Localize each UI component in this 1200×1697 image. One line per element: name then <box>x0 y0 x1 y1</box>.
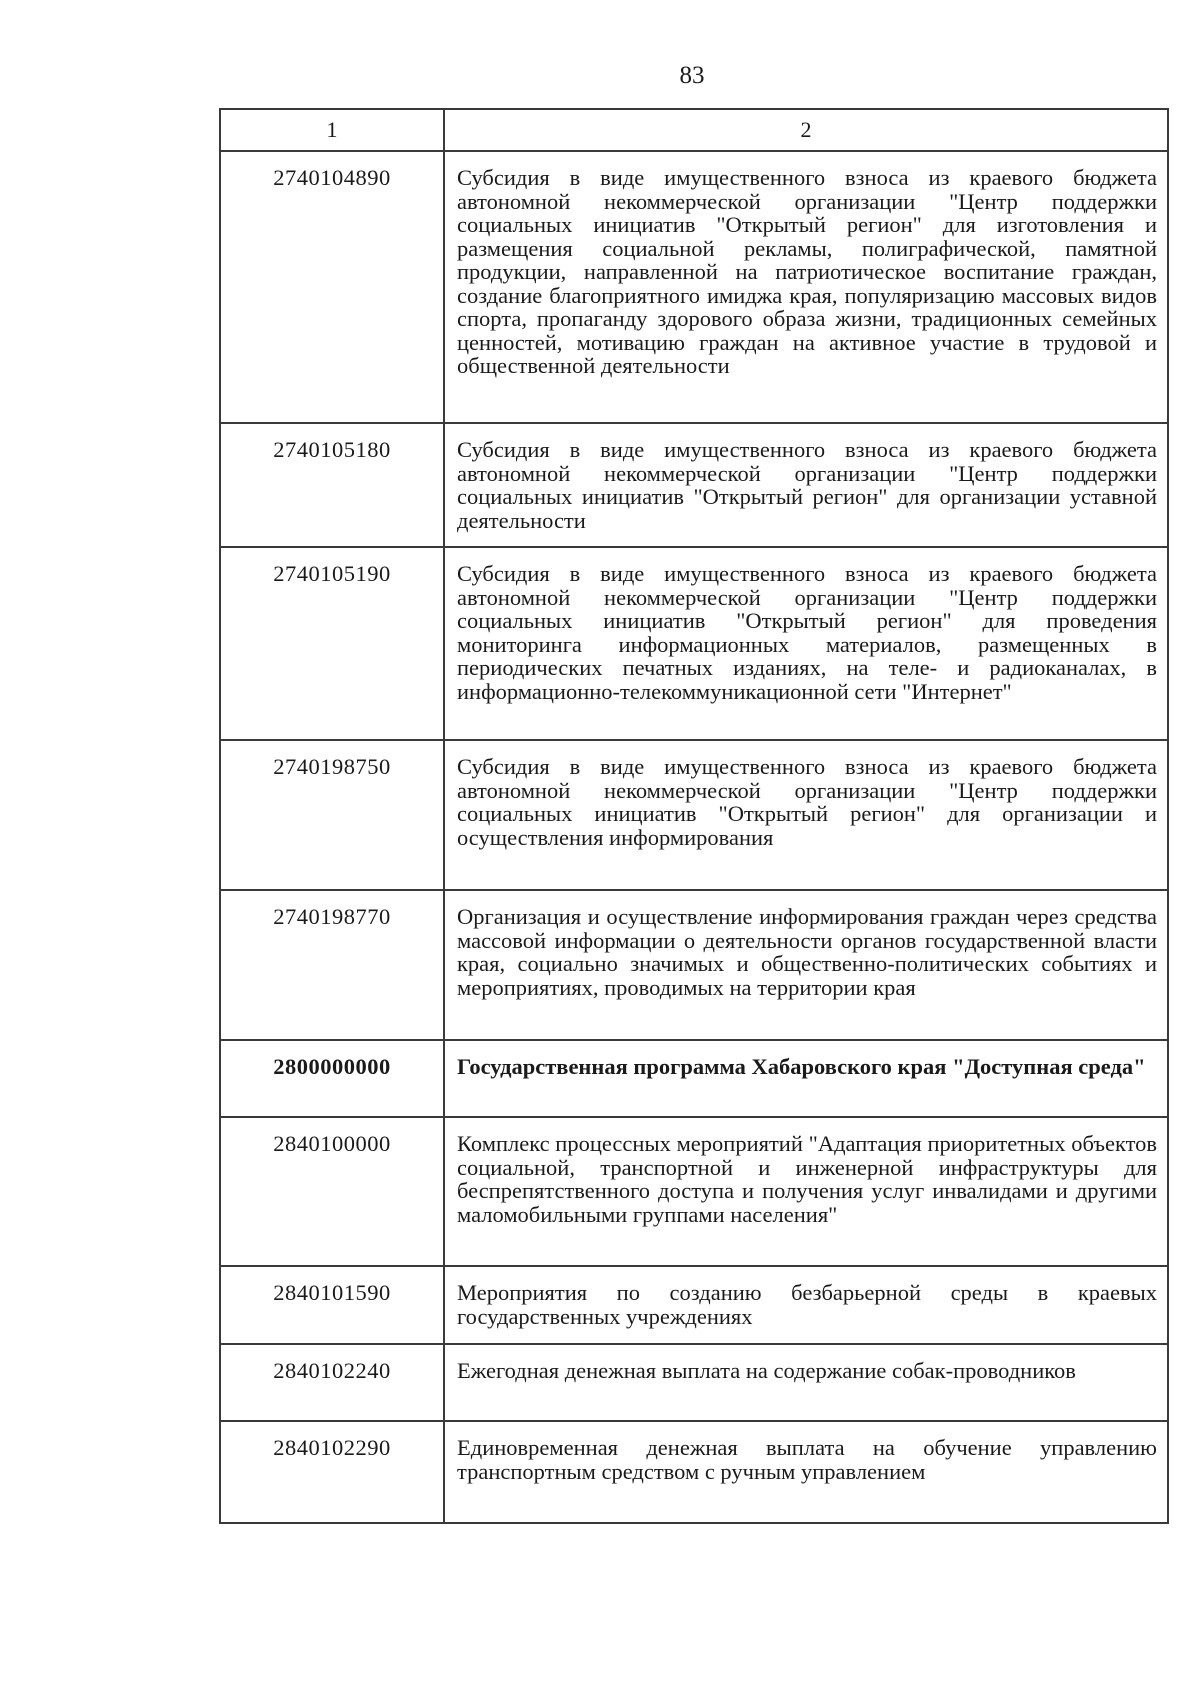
table-row <box>220 547 1168 740</box>
table-header-row <box>220 109 1168 151</box>
row-code: 2840102240 <box>220 1344 444 1421</box>
table-row <box>220 890 1168 1040</box>
row-code: 2740198770 <box>220 890 444 1040</box>
table-row-program <box>220 1040 1168 1117</box>
row-code: 2740105180 <box>220 423 444 547</box>
page-number: 83 <box>679 62 705 89</box>
row-description: Субсидия в виде имущественного взноса из краевого бюджета автономной некоммерческой организации "Центр поддержки социальных инициатив "Открытый регион" для организации и осуществления информирования <box>444 740 1168 890</box>
row-code: 2740198750 <box>220 740 444 890</box>
table-row <box>220 740 1168 890</box>
row-description: Организация и осуществление информирования граждан через средства массовой информации о деятельности органов государственной власти края, социально значимых и общественно-политических событиях и мероприятиях, проводимых на территории края <box>444 890 1168 1040</box>
row-description: Мероприятия по созданию безбарьерной среды в краевых государственных учреждениях <box>444 1266 1168 1344</box>
column-header-description: 2 <box>444 109 1168 151</box>
table-row <box>220 1421 1168 1523</box>
row-description: Субсидия в виде имущественного взноса из краевого бюджета автономной некоммерческой организации "Центр поддержки социальных инициатив "Открытый регион" для изготовления и размещения социальной рекламы, полиграфической, памятной продукции, направленной на патриотическое воспитание граждан, создание благоприятного имиджа края, популяризацию массовых видов спорта, пропаганду здорового образа жизни, традиционных семейных ценностей, мотивацию граждан на активное участие в трудовой и общественной деятельности <box>444 151 1168 423</box>
table-row <box>220 151 1168 423</box>
row-description: Субсидия в виде имущественного взноса из краевого бюджета автономной некоммерческой организации "Центр поддержки социальных инициатив "Открытый регион" для проведения мониторинга информационных материалов, размещенных в периодических печатных изданиях, на теле- и радиоканалах, в информационно-телекоммуникационной сети "Интернет" <box>444 547 1168 740</box>
budget-classification-table <box>219 108 1169 1524</box>
row-description: Комплекс процессных мероприятий "Адаптация приоритетных объектов социальной, транспортной и инженерной инфраструктуры для беспрепятственного доступа и получения услуг инвалидами и другими маломобильными группами населения" <box>444 1117 1168 1266</box>
row-description: Ежегодная денежная выплата на содержание собак-проводников <box>444 1344 1168 1421</box>
row-code: 2840101590 <box>220 1266 444 1344</box>
row-code: 2740105190 <box>220 547 444 740</box>
row-code: 2800000000 <box>220 1040 444 1117</box>
row-code: 2740104890 <box>220 151 444 423</box>
row-description: Субсидия в виде имущественного взноса из краевого бюджета автономной некоммерческой организации "Центр поддержки социальных инициатив "Открытый регион" для организации уставной деятельности <box>444 423 1168 547</box>
row-description: Единовременная денежная выплата на обучение управлению транспортным средством с ручным управлением <box>444 1421 1168 1523</box>
table-row <box>220 423 1168 547</box>
table-row <box>220 1266 1168 1344</box>
table-row <box>220 1117 1168 1266</box>
column-header-code: 1 <box>220 109 444 151</box>
row-description: Государственная программа Хабаровского края "Доступная среда" <box>444 1040 1168 1117</box>
row-code: 2840102290 <box>220 1421 444 1523</box>
table-row <box>220 1344 1168 1421</box>
row-code: 2840100000 <box>220 1117 444 1266</box>
